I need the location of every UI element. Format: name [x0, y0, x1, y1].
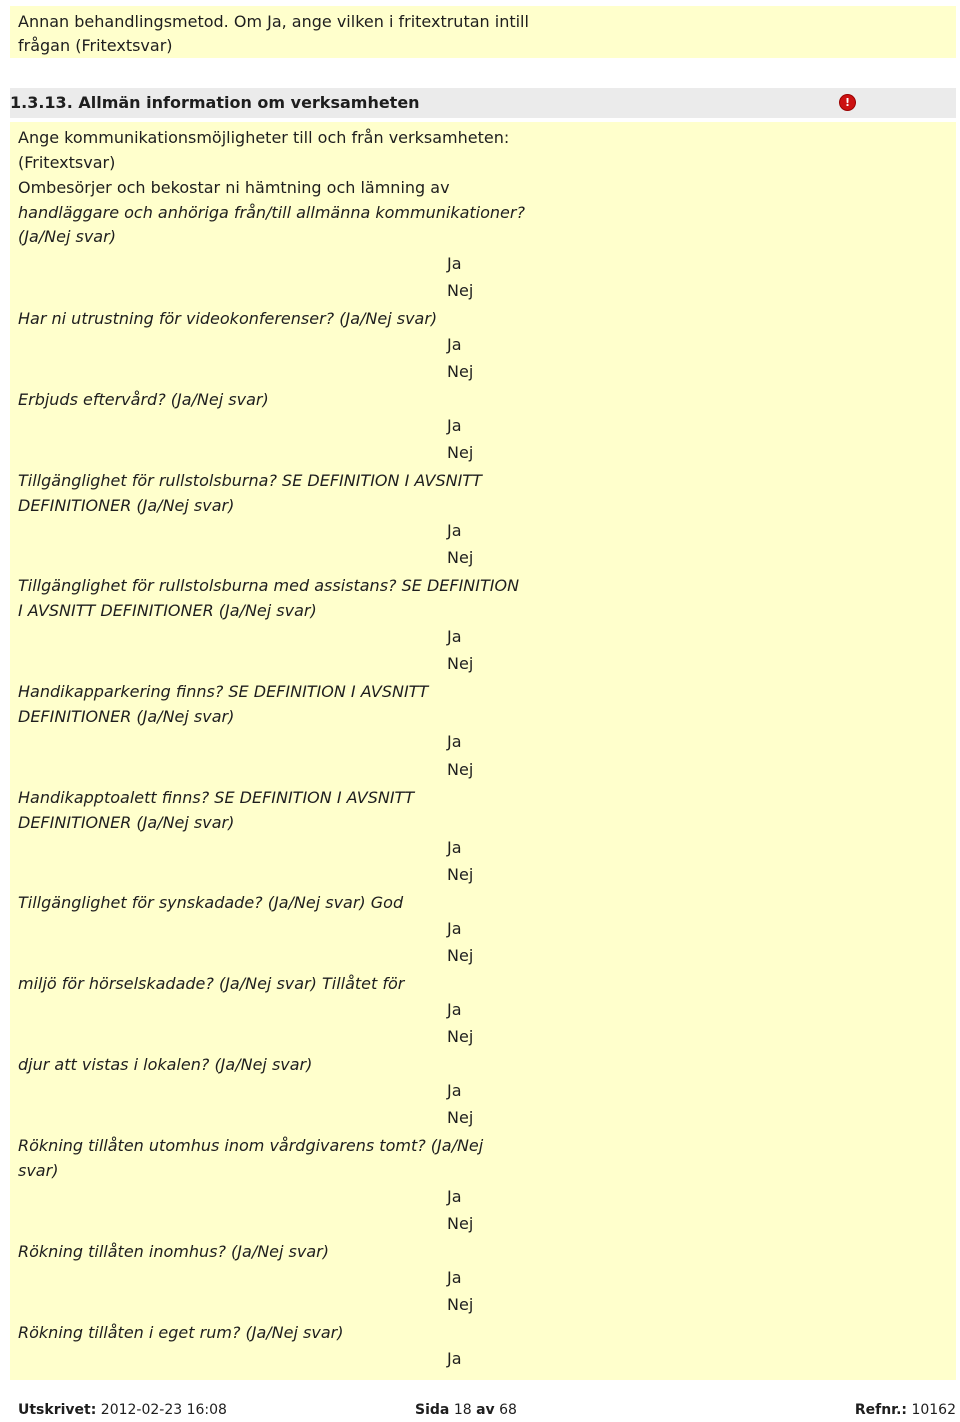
- previous-question-box: [10, 6, 956, 58]
- questions-box: [10, 122, 956, 1380]
- section-number: 1.3.13.: [10, 93, 73, 112]
- question-animals: djur att vistas i lokalen? (Ja/Nej svar): [18, 1055, 313, 1074]
- previous-question-line-2: frågan (Fritextsvar): [18, 36, 173, 55]
- option-ja[interactable]: Ja: [447, 919, 462, 938]
- section-title: Allmän information om verksamheten: [78, 93, 420, 112]
- question-smoking-indoors: Rökning tillåten inomhus? (Ja/Nej svar): [18, 1242, 329, 1261]
- page-footer: [18, 1402, 956, 1422]
- question-communication: Ange kommunikationsmöjligheter till och från verksamheten: (Fritextsvar): [18, 128, 510, 172]
- option-nej[interactable]: Nej: [447, 865, 474, 884]
- question-smoking-room: Rökning tillåten i eget rum? (Ja/Nej svar): [18, 1323, 344, 1342]
- option-ja[interactable]: Ja: [447, 335, 462, 354]
- option-ja[interactable]: Ja: [447, 254, 462, 273]
- option-ja[interactable]: Ja: [447, 1081, 462, 1100]
- question-aftercare: Erbjuds eftervård? (Ja/Nej svar): [18, 390, 269, 409]
- question-wheelchair-assist: Tillgänglighet för rullstolsburna med assistans? SE DEFINITION I AVSNITT DEFINITIONER (Ja/Nej svar): [18, 576, 520, 620]
- warning-icon: !: [840, 95, 855, 110]
- question-smoking-outdoors: Rökning tillåten utomhus inom vårdgivarens tomt? (Ja/Nej svar): [18, 1136, 484, 1180]
- option-nej[interactable]: Nej: [447, 946, 474, 965]
- option-ja[interactable]: Ja: [447, 1000, 462, 1019]
- option-ja[interactable]: Ja: [447, 1268, 462, 1287]
- option-nej[interactable]: Nej: [447, 362, 474, 381]
- question-visually-impaired: Tillgänglighet för synskadade? (Ja/Nej svar) God: [18, 893, 404, 912]
- option-ja[interactable]: Ja: [447, 416, 462, 435]
- option-nej[interactable]: Nej: [447, 548, 474, 567]
- option-ja[interactable]: Ja: [447, 521, 462, 540]
- option-ja[interactable]: Ja: [447, 732, 462, 751]
- reference-number: Refnr.: 10162: [854, 1402, 956, 1418]
- option-nej[interactable]: Nej: [447, 1108, 474, 1127]
- option-nej[interactable]: Nej: [447, 760, 474, 779]
- option-nej[interactable]: Nej: [447, 1214, 474, 1233]
- question-transport: Ombesörjer och bekostar ni hämtning och lämning av handläggare och anhöriga från/till allmänna kommunikationer? (Ja/Nej svar): [18, 178, 525, 246]
- printed-date: Utskrivet: 2012-02-23 16:08: [18, 1402, 227, 1418]
- option-ja[interactable]: Ja: [447, 1187, 462, 1206]
- option-ja[interactable]: Ja: [447, 1349, 462, 1368]
- question-hearing-impaired: miljö för hörselskadade? (Ja/Nej svar) Tillåtet för: [18, 974, 405, 993]
- question-parking: Handikapparkering finns? SE DEFINITION I AVSNITT DEFINITIONER (Ja/Nej svar): [18, 682, 429, 726]
- option-ja[interactable]: Ja: [447, 838, 462, 857]
- section-header: [10, 88, 956, 118]
- previous-question-line-1: Annan behandlingsmetod. Om Ja, ange vilken i fritextrutan intill: [18, 12, 529, 31]
- page-number: Sida 18 av 68: [415, 1402, 517, 1418]
- question-video: Har ni utrustning för videokonferenser? (Ja/Nej svar): [18, 309, 438, 328]
- question-wheelchair: Tillgänglighet för rullstolsburna? SE DEFINITION I AVSNITT DEFINITIONER (Ja/Nej svar): [18, 471, 482, 515]
- option-nej[interactable]: Nej: [447, 1295, 474, 1314]
- option-nej[interactable]: Nej: [447, 1027, 474, 1046]
- option-nej[interactable]: Nej: [447, 654, 474, 673]
- option-nej[interactable]: Nej: [447, 443, 474, 462]
- option-nej[interactable]: Nej: [447, 281, 474, 300]
- option-ja[interactable]: Ja: [447, 627, 462, 646]
- question-toilet: Handikapptoalett finns? SE DEFINITION I AVSNITT DEFINITIONER (Ja/Nej svar): [18, 788, 415, 832]
